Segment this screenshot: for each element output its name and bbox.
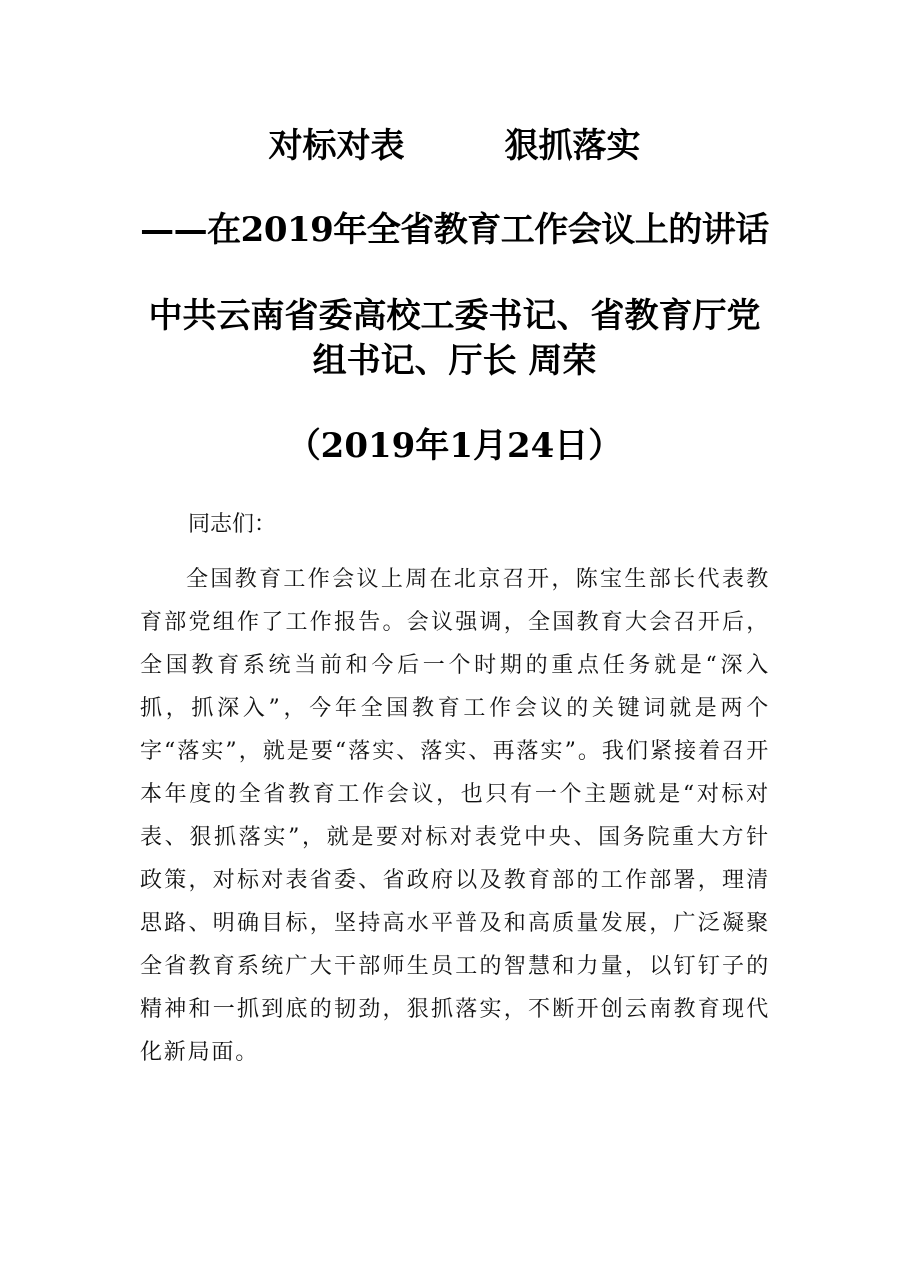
greeting: 同志们： xyxy=(188,512,277,537)
body-paragraph: 全国教育工作会议上周在北京召开，陈宝生部长代表教育部党组作了工作报告。会议强调，全国教育大会召开后，全国教育系统当前和今后一个时期的重点任务就是“深入抓，抓深入”，今年全国教育工作会议的关键词就是两个字“落实”，就是要“落实、落实、再落实”。我们紧接着召开本年度的全省教育工作会议，也只有一个主题就是“对标对表、狠抓落实”，就是要对标对表党中央、国务院重大方针政策，对标对表省委、省政府以及教育部的工作部署，理清思路、明确目标，坚持高水平普及和高质量发展，广泛凝聚全省教育系统广大干部师生员工的智慧和力量，以钉钉子的精神和一抓到底的韧劲，狠抓落实，不断开创云南教育现代化新局面。 xyxy=(140,567,770,1065)
speech-date: （2019年1月24日） xyxy=(286,426,623,466)
main-title xyxy=(0,124,909,168)
main-title-left: 对标对表 xyxy=(268,126,405,166)
subtitle: ——在2019年全省教育工作会议上的讲话 xyxy=(140,210,769,250)
speaker-line-2: 组书记、厅长 周荣 xyxy=(312,341,597,381)
main-title-right: 狠抓落实 xyxy=(504,126,641,166)
speaker-line-1: 中共云南省委高校工委书记、省教育厅党 xyxy=(148,296,761,336)
